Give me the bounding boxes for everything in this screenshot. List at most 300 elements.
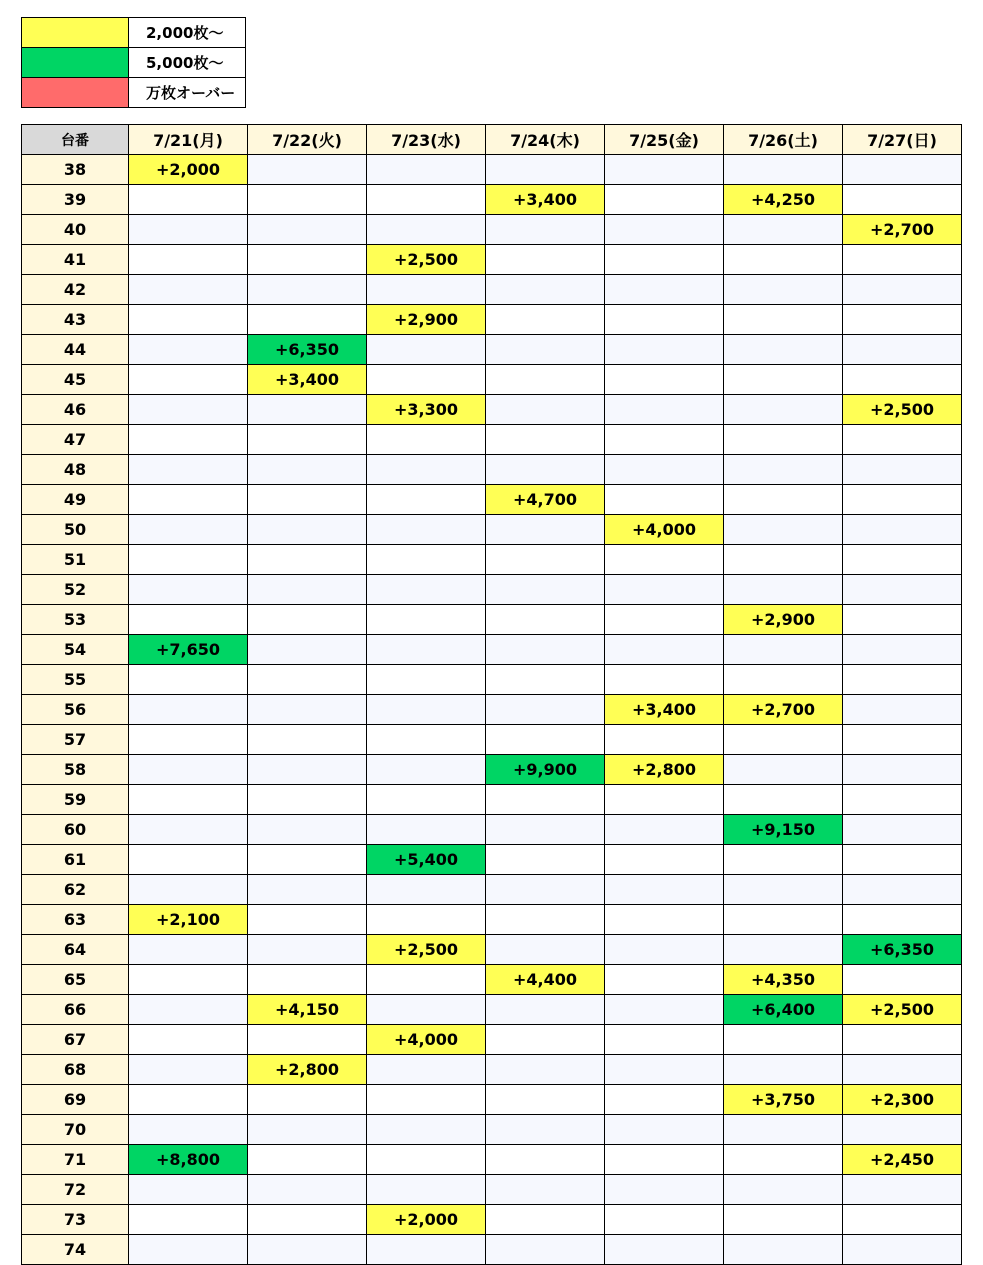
machine-number: 72 — [22, 1175, 129, 1205]
table-row — [22, 215, 962, 245]
result-cell — [605, 485, 724, 515]
result-cell — [724, 215, 843, 245]
result-cell — [248, 695, 367, 725]
table-row — [22, 425, 962, 455]
result-cell — [724, 665, 843, 695]
result-cell — [605, 935, 724, 965]
result-cell — [843, 455, 962, 485]
result-cell — [367, 1115, 486, 1145]
machine-number: 50 — [22, 515, 129, 545]
result-cell — [605, 725, 724, 755]
table-row — [22, 1115, 962, 1145]
result-cell — [724, 395, 843, 425]
result-cell — [248, 515, 367, 545]
machine-number: 55 — [22, 665, 129, 695]
result-cell — [724, 935, 843, 965]
result-cell: +2,900 — [367, 305, 486, 335]
result-cell — [129, 875, 248, 905]
result-cell — [129, 725, 248, 755]
result-cell — [843, 1025, 962, 1055]
result-cell — [724, 785, 843, 815]
result-cell — [248, 1115, 367, 1145]
table-row — [22, 665, 962, 695]
result-cell — [605, 365, 724, 395]
table-row — [22, 455, 962, 485]
result-cell — [724, 755, 843, 785]
result-cell — [248, 575, 367, 605]
result-cell — [843, 845, 962, 875]
result-cell — [248, 1175, 367, 1205]
result-cell — [367, 875, 486, 905]
result-cell — [248, 245, 367, 275]
result-cell: +6,350 — [248, 335, 367, 365]
result-cell — [843, 515, 962, 545]
machine-number: 43 — [22, 305, 129, 335]
result-cell — [248, 725, 367, 755]
result-cell — [248, 1025, 367, 1055]
result-cell — [129, 275, 248, 305]
result-cell — [248, 965, 367, 995]
table-row — [22, 695, 962, 725]
result-cell: +2,450 — [843, 1145, 962, 1175]
result-cell — [367, 1235, 486, 1265]
table-row — [22, 335, 962, 365]
date-column-header: 7/22(火) — [248, 125, 367, 155]
result-cell — [605, 425, 724, 455]
table-row — [22, 155, 962, 185]
table-row — [22, 1025, 962, 1055]
result-cell — [843, 1205, 962, 1235]
result-cell — [129, 695, 248, 725]
machine-number: 47 — [22, 425, 129, 455]
table-row — [22, 815, 962, 845]
result-cell: +7,650 — [129, 635, 248, 665]
result-cell: +2,500 — [367, 935, 486, 965]
result-cell — [248, 155, 367, 185]
result-cell — [248, 845, 367, 875]
table-row — [22, 365, 962, 395]
result-cell: +3,400 — [605, 695, 724, 725]
result-cell — [486, 1205, 605, 1235]
result-cell: +2,100 — [129, 905, 248, 935]
result-cell — [605, 1175, 724, 1205]
result-cell — [486, 635, 605, 665]
result-cell — [248, 455, 367, 485]
result-cell — [843, 1055, 962, 1085]
result-cell — [486, 665, 605, 695]
result-cell — [724, 335, 843, 365]
result-cell — [486, 1115, 605, 1145]
result-cell — [248, 305, 367, 335]
result-cell — [724, 725, 843, 755]
machine-number: 58 — [22, 755, 129, 785]
table-row — [22, 845, 962, 875]
machine-number: 57 — [22, 725, 129, 755]
result-cell — [129, 1085, 248, 1115]
machine-number: 73 — [22, 1205, 129, 1235]
result-cell — [367, 425, 486, 455]
date-column-header: 7/26(土) — [724, 125, 843, 155]
result-cell — [724, 515, 843, 545]
result-cell — [129, 335, 248, 365]
table-row — [22, 545, 962, 575]
result-cell — [367, 515, 486, 545]
result-cell — [843, 635, 962, 665]
table-row — [22, 755, 962, 785]
machine-number: 66 — [22, 995, 129, 1025]
result-cell — [486, 155, 605, 185]
result-cell — [605, 1145, 724, 1175]
result-cell: +2,500 — [367, 245, 486, 275]
result-cell: +4,700 — [486, 485, 605, 515]
result-cell — [248, 755, 367, 785]
table-row — [22, 1145, 962, 1175]
result-cell — [724, 875, 843, 905]
result-cell — [486, 905, 605, 935]
result-cell — [248, 185, 367, 215]
result-cell — [367, 725, 486, 755]
result-cell — [843, 575, 962, 605]
table-row — [22, 395, 962, 425]
legend-swatch — [22, 18, 129, 48]
machine-number: 52 — [22, 575, 129, 605]
result-cell — [724, 545, 843, 575]
result-cell — [129, 1115, 248, 1145]
result-cell — [605, 335, 724, 365]
date-column-header: 7/24(木) — [486, 125, 605, 155]
result-cell — [367, 965, 486, 995]
result-cell — [724, 1145, 843, 1175]
result-cell — [248, 275, 367, 305]
result-cell — [248, 1205, 367, 1235]
result-cell — [248, 545, 367, 575]
result-cell — [248, 905, 367, 935]
result-cell — [486, 1085, 605, 1115]
result-cell — [486, 605, 605, 635]
machine-number: 44 — [22, 335, 129, 365]
result-cell — [367, 815, 486, 845]
result-cell: +9,150 — [724, 815, 843, 845]
result-cell: +2,500 — [843, 995, 962, 1025]
result-cell — [843, 545, 962, 575]
legend-row — [22, 78, 246, 108]
table-row — [22, 1205, 962, 1235]
machine-number-header: 台番 — [22, 125, 129, 155]
result-cell — [129, 1205, 248, 1235]
result-cell: +2,800 — [248, 1055, 367, 1085]
result-cell — [843, 905, 962, 935]
result-cell — [129, 575, 248, 605]
result-cell — [486, 725, 605, 755]
table-row — [22, 635, 962, 665]
machine-number: 65 — [22, 965, 129, 995]
result-cell — [367, 905, 486, 935]
result-cell: +9,900 — [486, 755, 605, 785]
result-cell — [486, 335, 605, 365]
table-row — [22, 245, 962, 275]
table-row — [22, 605, 962, 635]
result-cell — [129, 485, 248, 515]
result-cell — [724, 305, 843, 335]
result-cell — [605, 785, 724, 815]
result-cell — [843, 185, 962, 215]
table-row — [22, 725, 962, 755]
result-cell — [367, 995, 486, 1025]
table-row — [22, 575, 962, 605]
result-cell — [367, 185, 486, 215]
result-cell — [129, 995, 248, 1025]
machine-number: 46 — [22, 395, 129, 425]
results-table — [21, 124, 962, 1265]
result-cell: +2,500 — [843, 395, 962, 425]
result-cell — [724, 1175, 843, 1205]
result-cell — [248, 815, 367, 845]
machine-number: 39 — [22, 185, 129, 215]
result-cell — [129, 935, 248, 965]
machine-number: 40 — [22, 215, 129, 245]
result-cell — [129, 1055, 248, 1085]
result-cell — [605, 665, 724, 695]
result-cell — [248, 875, 367, 905]
machine-number: 51 — [22, 545, 129, 575]
result-cell — [367, 455, 486, 485]
result-cell: +4,350 — [724, 965, 843, 995]
result-cell — [724, 455, 843, 485]
result-cell — [486, 395, 605, 425]
result-cell — [843, 275, 962, 305]
result-cell — [724, 245, 843, 275]
result-cell — [129, 245, 248, 275]
result-cell — [367, 365, 486, 395]
result-cell — [129, 305, 248, 335]
table-row — [22, 965, 962, 995]
result-cell — [724, 155, 843, 185]
result-cell — [605, 845, 724, 875]
result-cell — [486, 785, 605, 815]
result-cell — [129, 515, 248, 545]
result-cell: +8,800 — [129, 1145, 248, 1175]
result-cell — [843, 815, 962, 845]
date-column-header: 7/25(金) — [605, 125, 724, 155]
result-cell: +6,400 — [724, 995, 843, 1025]
result-cell — [129, 965, 248, 995]
result-cell — [367, 1085, 486, 1115]
table-row — [22, 1085, 962, 1115]
legend-row — [22, 18, 246, 48]
result-cell — [605, 1205, 724, 1235]
result-cell: +2,900 — [724, 605, 843, 635]
result-cell — [129, 365, 248, 395]
result-cell — [248, 1235, 367, 1265]
result-cell — [843, 965, 962, 995]
result-cell — [605, 215, 724, 245]
table-row — [22, 905, 962, 935]
table-row — [22, 875, 962, 905]
result-cell — [724, 1055, 843, 1085]
table-row — [22, 1055, 962, 1085]
result-cell: +2,000 — [129, 155, 248, 185]
result-cell: +4,000 — [605, 515, 724, 545]
result-cell — [367, 635, 486, 665]
result-cell — [486, 695, 605, 725]
color-legend — [21, 17, 246, 108]
legend-label: 5,000枚～ — [129, 48, 246, 78]
table-row — [22, 185, 962, 215]
result-cell — [605, 185, 724, 215]
machine-number: 45 — [22, 365, 129, 395]
result-cell — [605, 545, 724, 575]
result-cell — [367, 275, 486, 305]
result-cell — [367, 755, 486, 785]
machine-number: 49 — [22, 485, 129, 515]
result-cell — [605, 965, 724, 995]
machine-number: 41 — [22, 245, 129, 275]
result-cell — [605, 1025, 724, 1055]
machine-number: 54 — [22, 635, 129, 665]
result-cell — [248, 425, 367, 455]
table-row — [22, 1175, 962, 1205]
date-column-header: 7/21(月) — [129, 125, 248, 155]
legend-swatch — [22, 48, 129, 78]
machine-number: 42 — [22, 275, 129, 305]
result-cell — [605, 875, 724, 905]
result-cell — [605, 245, 724, 275]
result-cell — [605, 155, 724, 185]
result-cell — [605, 305, 724, 335]
result-cell: +5,400 — [367, 845, 486, 875]
legend-row — [22, 48, 246, 78]
result-cell — [724, 905, 843, 935]
result-cell — [129, 545, 248, 575]
result-cell — [367, 485, 486, 515]
table-row — [22, 305, 962, 335]
result-cell — [248, 635, 367, 665]
result-cell — [248, 1085, 367, 1115]
result-cell — [129, 185, 248, 215]
date-column-header: 7/27(日) — [843, 125, 962, 155]
result-cell: +4,150 — [248, 995, 367, 1025]
result-cell — [605, 905, 724, 935]
machine-number: 48 — [22, 455, 129, 485]
result-cell — [486, 875, 605, 905]
result-cell — [486, 545, 605, 575]
header-row — [22, 125, 962, 155]
result-cell — [248, 215, 367, 245]
result-cell — [843, 725, 962, 755]
result-cell — [724, 1115, 843, 1145]
result-cell — [129, 665, 248, 695]
result-cell — [486, 845, 605, 875]
result-cell: +2,700 — [724, 695, 843, 725]
result-cell — [605, 1055, 724, 1085]
result-cell — [605, 635, 724, 665]
result-cell — [843, 485, 962, 515]
result-cell — [724, 635, 843, 665]
machine-number: 63 — [22, 905, 129, 935]
result-cell — [843, 155, 962, 185]
result-cell — [486, 305, 605, 335]
result-cell — [605, 1085, 724, 1115]
result-cell: +3,400 — [486, 185, 605, 215]
result-cell — [129, 1025, 248, 1055]
table-row — [22, 485, 962, 515]
result-cell — [129, 1175, 248, 1205]
table-row — [22, 515, 962, 545]
result-cell — [486, 935, 605, 965]
result-cell — [843, 695, 962, 725]
result-cell — [248, 785, 367, 815]
result-cell — [843, 605, 962, 635]
result-cell — [843, 1175, 962, 1205]
machine-number: 70 — [22, 1115, 129, 1145]
result-cell — [486, 815, 605, 845]
result-cell — [486, 1025, 605, 1055]
legend-label: 万枚オーバー — [129, 78, 246, 108]
result-cell: +6,350 — [843, 935, 962, 965]
result-cell — [486, 575, 605, 605]
result-cell — [367, 545, 486, 575]
result-cell — [486, 245, 605, 275]
result-cell — [843, 365, 962, 395]
machine-number: 53 — [22, 605, 129, 635]
machine-number: 61 — [22, 845, 129, 875]
table-row — [22, 785, 962, 815]
result-cell — [129, 395, 248, 425]
result-cell — [248, 1145, 367, 1175]
result-cell — [248, 665, 367, 695]
result-cell — [367, 575, 486, 605]
machine-number: 67 — [22, 1025, 129, 1055]
result-cell — [605, 275, 724, 305]
result-cell — [724, 845, 843, 875]
legend-swatch — [22, 78, 129, 108]
result-cell — [248, 395, 367, 425]
machine-number: 62 — [22, 875, 129, 905]
result-cell — [486, 455, 605, 485]
result-cell — [724, 275, 843, 305]
result-cell — [129, 815, 248, 845]
result-cell — [486, 215, 605, 245]
result-cell — [129, 215, 248, 245]
result-cell — [248, 485, 367, 515]
result-cell — [605, 1115, 724, 1145]
result-cell — [367, 155, 486, 185]
result-cell — [724, 365, 843, 395]
result-cell — [843, 665, 962, 695]
result-cell — [605, 605, 724, 635]
result-cell: +2,300 — [843, 1085, 962, 1115]
result-cell — [724, 425, 843, 455]
result-cell: +2,000 — [367, 1205, 486, 1235]
result-cell — [605, 455, 724, 485]
result-cell — [248, 935, 367, 965]
result-cell: +3,300 — [367, 395, 486, 425]
result-cell — [843, 755, 962, 785]
result-cell — [367, 1175, 486, 1205]
result-cell — [486, 1175, 605, 1205]
result-cell — [367, 215, 486, 245]
machine-number: 69 — [22, 1085, 129, 1115]
result-cell — [486, 995, 605, 1025]
result-cell — [843, 305, 962, 335]
result-cell: +3,750 — [724, 1085, 843, 1115]
result-cell — [843, 875, 962, 905]
table-row — [22, 275, 962, 305]
result-cell — [486, 365, 605, 395]
legend-label: 2,000枚～ — [129, 18, 246, 48]
result-cell — [843, 245, 962, 275]
result-cell: +2,700 — [843, 215, 962, 245]
